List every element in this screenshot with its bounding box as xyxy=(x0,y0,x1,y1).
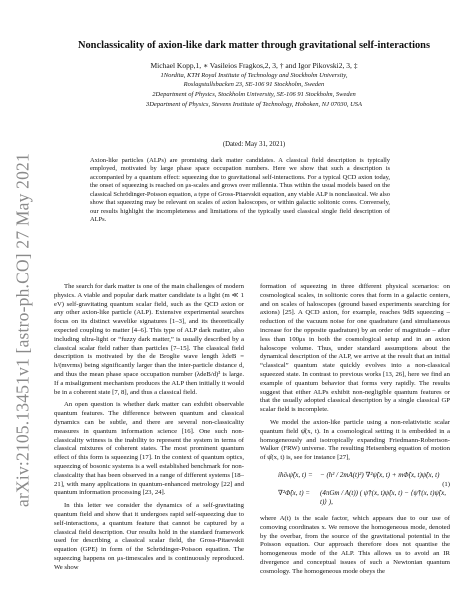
right-column xyxy=(260,283,450,581)
right-paragraph-3: where A(t) is the scale factor, which appears due to our use of comoving coordinates x. We remove the homogeneous mode, denoted by the overbar, from the source of the gravitational potential in the Poisson equation. Our approach therefore does not quantise the homogeneous mode of the ALP. This allows us to avoid an IR divergence and conceptual issues of such a Newtonian quantum cosmology. The homogeneous mode obeys the xyxy=(260,514,450,575)
heisenberg-equation xyxy=(260,467,450,485)
intro-paragraph-3: In this letter we consider the dynamics of a self-gravitating quantum field and show that it undergoes rapid self-squeezing due to self-interactions, a quantum feature that cannot be captured by a classical field description. Our results hold in the standard framework used for describing a classical scalar field, the Gross-Pitaevskii equation (GPE) in form of the Schrödinger-Poisson equation. The squeezing happens on μs-timescales and is continuously reproduced. We show xyxy=(54,502,244,571)
intro-paragraph-2: An open question is whether dark matter can exhibit observable quantum features. The difference between quantum and classical dynamics can be subtle, and there are several non-classicality measures in quantum information science [16]. One such non-classicality witness is the inability to represent the system in terms of classical mixtures of coherent states. The most prominent quantum effect of this form is squeezing [17]. In the context of quantum optics, squeezing of bosonic systems is a well established benchmark for non-classicality that has been observed in a range of different systems [18–21], with many applications in quantum-enhanced metrology [22] and quantum information processing [23, 24]. xyxy=(54,401,244,497)
intro-paragraph-1: The search for dark matter is one of the main challenges of modern physics. A viable and popular dark matter candidate is a light (m ≪ 1 eV) self-gravitating quantum scalar field, such as the QCD axion or any other axion-like particle (ALP). Extensive experimental searches focus on its distinct wavelike signatures [1–3], and its theoretically expected coupling to matter [4–6]. This type of ALP dark matter, also including ultra-light or “fuzzy dark matter,” is usually described by a classical scalar field rather than particles [7–15]. The classical field description is motivated by the de Broglie wave length λdeB = h/(mvrms) being significantly larger than the inter-particle distance d, and thus the mean phase space occupation number (λdeB/d)³ is large. If a misalignment mechanism produces the ALP then initially it would be in a coherent state [7, 8], and thus a classical field. xyxy=(54,283,244,396)
affiliation-3: 3Department of Physics, Stevens Institute of Technology, Hoboken, NJ 07030, USA xyxy=(145,101,363,108)
equation-block xyxy=(260,467,450,511)
eq1-lhs: iħ∂ₜψ̂(x, t) = xyxy=(278,470,313,479)
left-column xyxy=(54,283,244,577)
equation-number: (1) xyxy=(442,480,450,488)
poisson-equation xyxy=(260,485,450,506)
paper-title: Nonclassicality of axion-like dark matter through gravitational self-interactions xyxy=(77,40,430,51)
affiliation-1b: Roslagstullsbacken 23, SE-106 91 Stockholm, Sweden xyxy=(183,81,325,88)
affiliation-2: 2Department of Physics, Stockholm University, SE-106 91 Stockholm, Sweden xyxy=(152,91,356,98)
eq1-rhs: − (ħ² / 2mA(t)²) ∇²ψ̂(x, t) + mΦ̂(x, t)ψ̂(x, t) xyxy=(320,470,440,479)
arxiv-identifier-stamp xyxy=(12,150,34,510)
abstract: Axion-like particles (ALPs) are promising dark matter candidates. A classical field description is typically employed, motivated by large phase space occupation numbers. Here we show that such a description is accompanied by a quantum effect: squeezing due to gravitational self-interactions. For a typical QCD axion today, the onset of squeezing is reached on μs-scales and grows over millennia. Thus within the usual models based on the classical Schrödinger-Poisson equation, a type of Gross-Pitaevskii equation, any viable ALP is nonclassical. We also show that squeezing may be relevant on scales of axion haloscopes, or within galactic solitonic cores. Conversely, our results highlight the incompleteness and limitations of the typically used classical single field description of ALPs. xyxy=(90,157,390,224)
date-line: (Dated: May 31, 2021) xyxy=(222,141,286,148)
eq2-lhs: ∇²Φ̂(x, t) = xyxy=(278,488,311,497)
affiliation-1a: 1Nordita, KTH Royal Institute of Technology and Stockholm University, xyxy=(160,72,348,79)
right-paragraph-1: formation of squeezing in three different physical scenarios: on cosmological scales, in solitonic cores that form in a galactic centers, and on scales of haloscopes (ground based experiments searching for axions) [25]. A QCD axion, for example, reaches 9dB squeezing – reduction of the vacuum noise for one quadrature (and simultaneous increase for the opposite quadrature) by an order of magnitude – after less than 100μs in both the cosmological setup and in an axion haloscope volume. Thus, under standard assumptions about the dynamical description of the ALP, we arrive at the result that an initial “classical” quantum state quickly evolves into a non-classical squeezed state. In contrast to previous works [13, 26], here we find an example of quantum behavior that forms very rapidly. The results suggest that either ALPs exhibit non-negligible quantum features or that the usually adopted classical description by a single classical GP scalar field is incomplete. xyxy=(260,283,450,414)
author-list: Michael Kopp,1, ∗ Vasileios Fragkos,2, 3, † and Igor Pikovski2, 3, ‡ xyxy=(150,61,358,70)
eq2-rhs: (4πGm / A(t)) ( ψ̂†(x, t)ψ̂(x, t) − ⟨ψ̂†(x, t)ψ̂(x, t)⟩ ), xyxy=(320,488,446,506)
arxiv-stamp-text: arXiv:2105.13451v1 [astro-ph.CO] 27 May 2021 xyxy=(12,153,33,507)
right-paragraph-2: We model the axion-like particle using a non-relativistic scalar quantum field ψ̂(x, t). In a cosmological setting it is embedded in a homogeneously and isotropically expanding Friedmann-Robertson-Walker (FRW) universe. The resulting Heisenberg equation of motion of ψ̂(x, t) is, see for instance [27], xyxy=(260,418,450,462)
